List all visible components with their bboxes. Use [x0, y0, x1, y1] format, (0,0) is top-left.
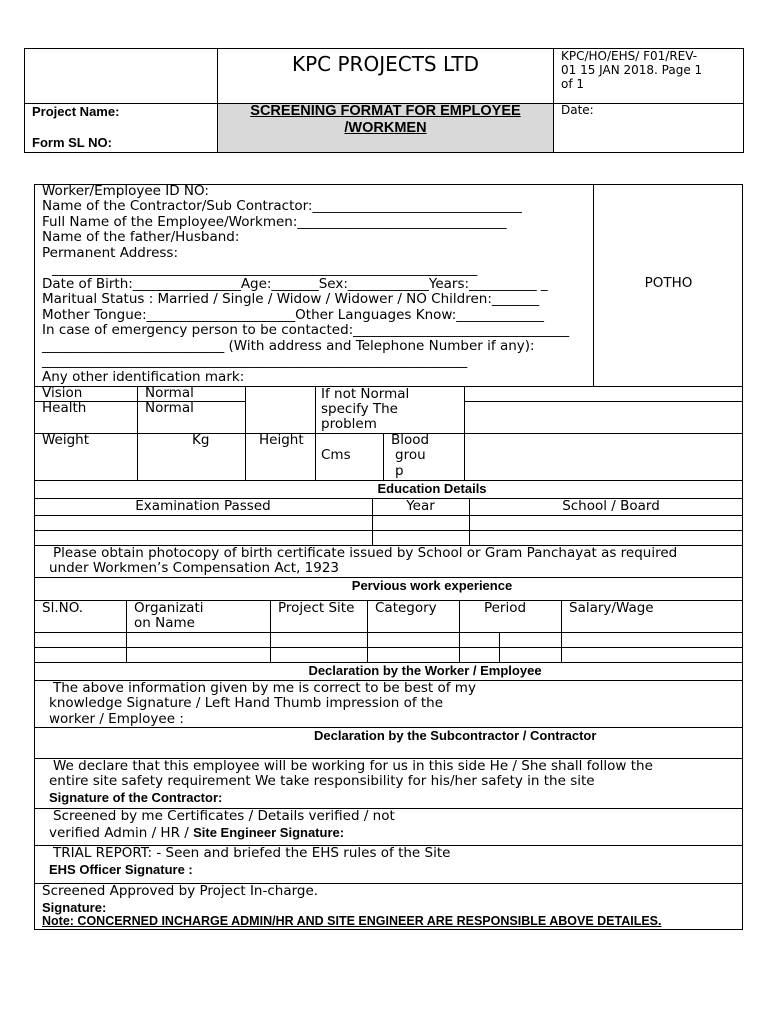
if-not-normal-line-1: If not Normal: [321, 386, 410, 402]
dob-age-sex-field: Date of Birth:________________Age:_______Sex:____________Years:__________ _: [42, 276, 548, 292]
vision-label: Vision: [42, 385, 83, 401]
emergency-address-field: ___________________________ (With address and Telephone Number if any):: [42, 338, 535, 354]
form-title-line-1: SCREENING FORMAT FOR EMPLOYEE: [250, 103, 521, 119]
approval-signature-label: Signature:: [42, 900, 107, 915]
contractor-declaration-line-1: We declare that this employee will be working for us in this side He / She shall follow the: [53, 758, 653, 774]
work-col-project-site: Project Site: [278, 600, 355, 616]
blood-group-line-1: Blood: [391, 432, 430, 448]
mother-tongue-field: Mother Tongue:______________________Other Languages Know:_____________: [42, 307, 544, 323]
work-col-slno: Sl.NO.: [42, 600, 84, 616]
marital-status-field: Maritual Status : Married / Single / Widow / Widower / NO Children:_______: [42, 291, 540, 307]
approval-text: Screened Approved by Project In-charge.: [42, 883, 319, 899]
work-experience-title: Pervious work experience: [351, 578, 513, 593]
screening-line-2: [49, 825, 344, 842]
vision-value: Normal: [145, 385, 194, 401]
emergency-contact-field: In case of emergency person to be contacted:________________________________: [42, 322, 570, 338]
identification-mark-field: Any other identification mark:: [42, 369, 245, 385]
site-engineer-signature-label: Site Engineer Signature:: [193, 825, 345, 840]
blood-group-line-2: grou: [395, 447, 426, 463]
work-col-org-1: Organizati: [134, 600, 204, 616]
weight-label: Weight: [42, 432, 90, 448]
blood-group-line-3: p: [395, 463, 404, 479]
worker-declaration-line-1: The above information given by me is correct to be best of my: [53, 680, 476, 696]
screening-line-1: Screened by me Certificates / Details verified / not: [53, 808, 395, 824]
doc-ref-line-2: 01 15 JAN 2018. Page 1: [561, 63, 703, 77]
worker-declaration-line-2: knowledge Signature / Left Hand Thumb impression of the: [49, 695, 444, 711]
screening-line-2-text: verified Admin / HR /: [49, 825, 194, 841]
birth-note-line-1: Please obtain photocopy of birth certificate issued by School or Gram Panchayat as required: [53, 545, 678, 561]
contractor-declaration-line-2: entire site safety requirement We take responsibility for his/her safety in the site: [49, 773, 595, 789]
contractor-declaration-title: Declaration by the Subcontractor / Contractor: [314, 728, 597, 743]
photo-placeholder: POTHO: [644, 275, 693, 291]
worker-declaration-line-3: worker / Employee :: [49, 711, 184, 727]
contractor-signature-label: Signature of the Contractor:: [49, 790, 223, 805]
ehs-officer-signature-label: EHS Officer Signature :: [49, 862, 193, 877]
health-label: Health: [42, 400, 87, 416]
project-name-label: Project Name:: [32, 104, 120, 119]
father-name-field: Name of the father/Husband:: [42, 229, 240, 245]
work-col-category: Category: [375, 600, 437, 616]
form-sl-label: Form SL NO:: [32, 135, 112, 150]
health-value: Normal: [145, 400, 194, 416]
employee-name-field: Full Name of the Employee/Workmen:_______________________________: [42, 214, 507, 230]
height-unit: Cms: [321, 447, 351, 463]
education-title: Education Details: [377, 481, 487, 496]
form-title-line-2: /WORKMEN: [344, 120, 427, 136]
date-label: Date:: [561, 103, 594, 117]
contractor-name-field: Name of the Contractor/Sub Contractor:_______________________________: [42, 198, 522, 214]
education-col-school: School / Board: [562, 498, 660, 514]
work-col-org-2: on Name: [134, 615, 195, 631]
birth-note-line-2: under Workmen’s Compensation Act, 1923: [49, 560, 340, 576]
responsibility-note: Note: CONCERNED INCHARGE ADMIN/HR AND SITE ENGINEER ARE RESPONSIBLE ABOVE DETAILES.: [42, 914, 662, 928]
height-label: Height: [259, 432, 304, 448]
if-not-normal-line-2: specify The: [321, 401, 398, 417]
worker-declaration-title: Declaration by the Worker / Employee: [308, 663, 542, 678]
weight-unit: Kg: [192, 432, 210, 448]
doc-ref-line-3: of 1: [561, 77, 585, 91]
company-name: KPC PROJECTS LTD: [292, 52, 479, 76]
work-col-period: Period: [483, 600, 527, 616]
trial-report-text: TRIAL REPORT: - Seen and briefed the EHS rules of the Site: [53, 845, 451, 861]
employee-id-field: Worker/Employee ID NO:: [42, 183, 209, 199]
education-col-exam: Examination Passed: [135, 498, 271, 514]
work-col-salary: Salary/Wage: [569, 600, 654, 616]
if-not-normal-line-3: problem: [321, 416, 377, 432]
address-line-blank: _______________________________________________________________: [52, 261, 478, 277]
address-field: Permanent Address:: [42, 245, 179, 261]
emergency-line-blank: _______________________________________________________________: [42, 353, 468, 369]
doc-ref-line-1: KPC/HO/EHS/ F01/REV-: [561, 49, 698, 63]
education-col-year: Year: [406, 498, 435, 514]
